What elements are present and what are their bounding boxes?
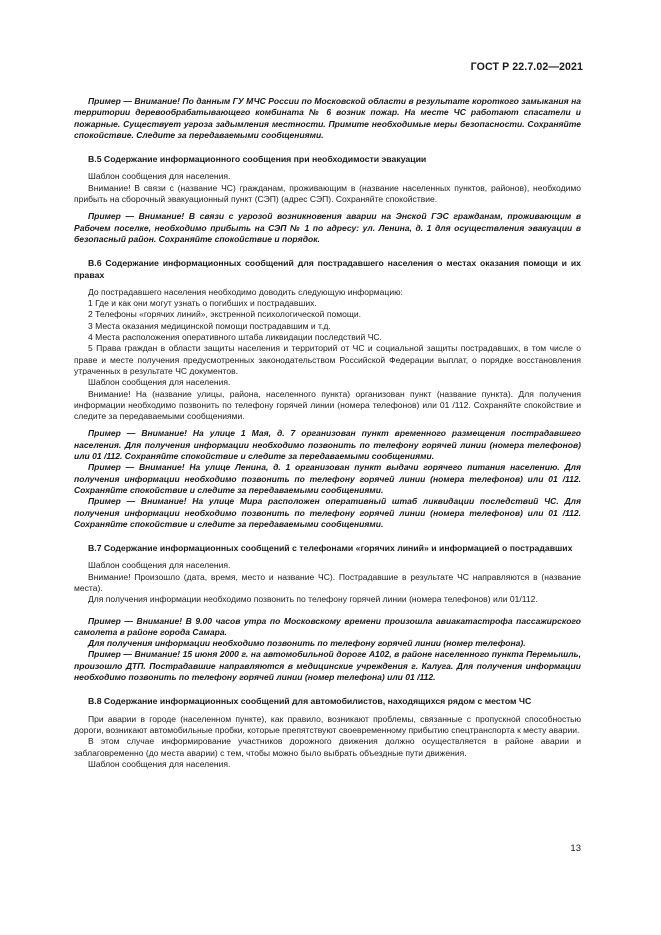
b5-paragraph: Шаблон сообщения для населения. — [88, 171, 231, 182]
doc-code-header: ГОСТ Р 22.7.02—2021 — [470, 61, 583, 73]
b7-paragraph: Для получения информации необходимо позвонить по телефону горячей линии (номера телефонов) или 01/112. — [88, 594, 538, 605]
b6-list-item: 2 Телефоны «горячих линий», экстренной психологической помощи. — [88, 309, 362, 320]
b8-paragraph: Шаблон сообщения для населения. — [88, 758, 231, 769]
b5-paragraph: Внимание! В связи с (название ЧС) гражданам, проживающим в (название населенных пунктов, районов), необходимо прибыть на сборочный эвакуационный пункт (СЭП) (адрес СЭП). Сохраняйте спокойствие. — [74, 182, 581, 205]
b6-list-item: 5 Права граждан в области защиты населения и территорий от ЧС и социальной защиты пострадавших, в том числе о праве и месте получения предусмотренных законодательством Российской Федерации выплат, о порядке восстановления утраченных в результате ЧС документов. — [74, 343, 581, 376]
b6-example: Пример — Внимание! На улице Ленина, д. 1 организован пункт выдачи горячего питания населению. Для получения информации необходимо позвонить по телефону горячей линии (номера телефонов) или 01 /112. Сохраняйте спокойствие и следите за передаваемыми сообщениями. — [74, 462, 581, 495]
b8-paragraph: При аварии в городе (населенном пункте), как правило, возникают проблемы, связанные с пропускной способностью дороги, возникают автомобильные пробки, которые препятствуют своевременному прибытию спецтранспорта к месту аварии. — [74, 713, 581, 735]
intro-example: Пример — Внимание! По данным ГУ МЧС России по Московской области в результате короткого замыкания на территории деревообрабатывающего комбината № 6 возник пожар. На месте ЧС работают спасатели и пожарные. Существует угроза задымления местности. Примите необходимые меры безопасности. Сохраняйте спокойствие. Следите за передаваемыми сообщениями. — [74, 96, 581, 140]
b6-example: Пример — Внимание! На улице Мира расположен оперативный штаб ликвидации последствий ЧС. Для получения информации необходимо позвонить по телефону горячей линии (номера телефонов) или 01 /112. Сохраняйте спокойствие и следите за передаваемыми сообщениями. — [74, 496, 581, 529]
b6-paragraph: Шаблон сообщения для населения. — [88, 377, 231, 388]
b6-list-item: 1 Где и как они могут узнать о погибших и пострадавших. — [88, 298, 317, 309]
b7-paragraph: Шаблон сообщения для населения. — [88, 560, 231, 571]
b8-paragraph: В этом случае информирование участников дорожного движения должно осуществляется в районе аварии и заблаговременно (до места аварии) с тем, чтобы можно было выбрать объездные пути движения. — [74, 736, 581, 758]
section-b6-title: В.6 Содержание информационных сообщений для пострадавшего населения о местах оказания помощи и их правах — [74, 258, 581, 280]
section-b7-title: В.7 Содержание информационных сообщений с телефонами «горячих линий» и информацией о пострадавших — [88, 543, 573, 554]
b7-paragraph: Внимание! Произошло (дата, время, место и название ЧС). Пострадавшие в результате ЧС направляются в (название места). — [74, 571, 581, 593]
section-b5-title: В.5 Содержание информационного сообщения при необходимости эвакуации — [88, 154, 427, 165]
section-b8-title: В.8 Содержание информационных сообщений для автомобилистов, находящихся рядом с местом ЧС — [88, 696, 532, 707]
document-body — [74, 96, 581, 770]
b6-list-item: 4 Места расположения оперативного штаба ликвидации последствий ЧС. — [88, 332, 382, 343]
b7-example: Пример — Внимание! В 9.00 часов утра по Московскому времени произошла авиакатастрофа пассажирского самолета в районе города Самара. — [74, 615, 581, 637]
b7-example: Для получения информации необходимо позвонить по телефону горячей линии (номер телефона). — [88, 638, 526, 649]
b6-example: Пример — Внимание! На улице 1 Мая, д. 7 организован пункт временного размещения пострадавшего населения. Для получения информации необходимо позвонить по телефону горячей линии (номера телефонов) или 01 /112. Сохраняйте спокойствие и следите за передаваемыми сообщениями. — [74, 428, 581, 462]
b7-example: Пример — Внимание! 15 июня 2000 г. на автомобильной дороге А102, в районе населенного пункта Перемышль, произошло ДТП. Пострадавшие направляются в медицинские учреждения г. Калуга. Для получения информации необходимо позвонить по телефону горячей линии (номер телефона) или 01 /112. — [74, 649, 581, 683]
b5-example: Пример — Внимание! В связи с угрозой возникновения аварии на Энской ГЭС гражданам, проживающим в Рабочем поселке, необходимо прибыть на СЭП № 1 по адресу: ул. Ленина, д. 1 для осуществления эвакуации в безопасный район. Сохраняйте спокойствие и порядок. — [74, 211, 581, 244]
b6-paragraph: Внимание! На (название улицы, района, населенного пункта) организован пункт (название пункта). Для получения информации необходимо позвонить по телефону горячей линии (номера телефонов) или 01 /112. Сохраняйте спокойствие и следите за передаваемыми сообщениями. — [74, 388, 581, 422]
b6-paragraph: До пострадавшего населения необходимо доводить следующую информацию: — [88, 286, 403, 297]
page-number: 13 — [570, 843, 581, 854]
b6-list-item: 3 Места оказания медицинской помощи пострадавшим и т.д. — [88, 320, 331, 331]
